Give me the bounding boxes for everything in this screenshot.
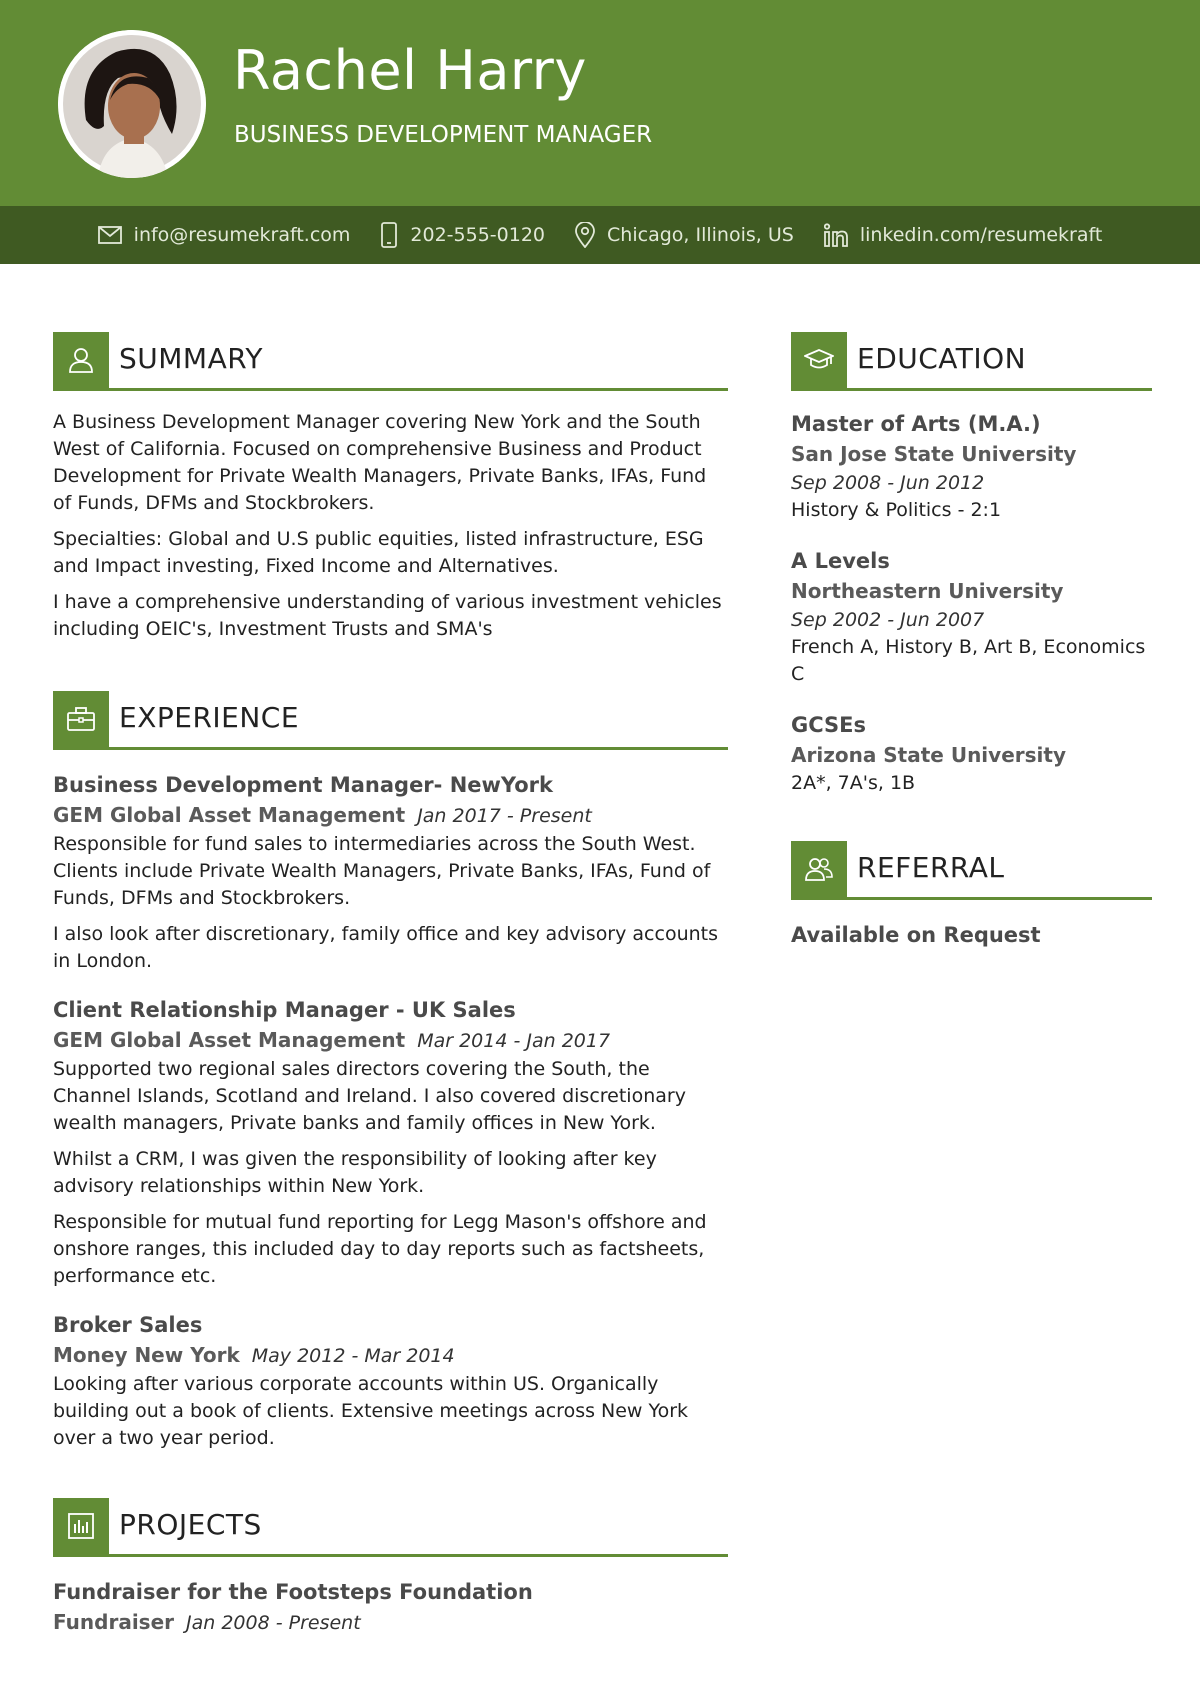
job-description: Responsible for mutual fund reporting for Legg Mason's offshore and onshore ranges, this included day to day reports such as factsheets, performance etc.: [53, 1211, 707, 1287]
experience-item: [53, 1310, 728, 1452]
education-list: [791, 409, 1152, 797]
education-detail: History & Politics - 2:1: [791, 499, 1002, 521]
job-company: Money New York: [53, 1343, 240, 1367]
education-section: [791, 332, 1152, 797]
contact-phone-text: 202-555-0120: [410, 224, 546, 246]
summary-section: [53, 332, 728, 643]
education-item: [791, 546, 1152, 688]
education-school: San Jose State University: [791, 442, 1077, 466]
experience-heading: EXPERIENCE: [119, 701, 300, 734]
education-detail: 2A*, 7A's, 1B: [791, 772, 916, 794]
referral-section: [791, 841, 1152, 950]
education-degree: A Levels: [791, 549, 890, 573]
phone-icon: [380, 222, 398, 248]
experience-section: [53, 691, 728, 1452]
users-icon: [791, 841, 847, 897]
contact-phone[interactable]: [380, 222, 545, 248]
summary-body: [53, 409, 728, 643]
job-title: Business Development Manager- NewYork: [53, 773, 553, 797]
job-company-line: [53, 800, 728, 831]
projects-heading: PROJECTS: [119, 1508, 262, 1541]
contact-email[interactable]: [98, 224, 351, 246]
job-dates: May 2012 - Mar 2014: [251, 1345, 455, 1367]
job-description: Whilst a CRM, I was given the responsibility of looking after key advisory relationships within New York.: [53, 1148, 657, 1197]
job-dates: Mar 2014 - Jan 2017: [417, 1030, 611, 1052]
left-column: [53, 332, 728, 1638]
experience-item: [53, 995, 728, 1290]
graduation-cap-icon: [791, 332, 847, 388]
envelope-icon: [98, 226, 122, 244]
summary-paragraph: I have a comprehensive understanding of various investment vehicles including OEIC's, Investment Trusts and SMA's: [53, 591, 722, 640]
job-title: Broker Sales: [53, 1313, 203, 1337]
job-dates: Jan 2017 - Present: [417, 805, 592, 827]
profile-photo: [58, 30, 206, 178]
summary-heading: SUMMARY: [119, 342, 264, 375]
education-degree: GCSEs: [791, 713, 867, 737]
contact-linkedin-text: linkedin.com/resumekraft: [859, 224, 1103, 246]
job-company-line: [53, 1025, 728, 1056]
user-icon: [53, 332, 109, 388]
education-degree: Master of Arts (M.A.): [791, 412, 1041, 436]
job-company: GEM Global Asset Management: [53, 1028, 406, 1052]
summary-paragraph: A Business Development Manager covering New York and the South West of California. Focused on comprehensive Business and Product Development for Private Wealth Managers, Private Banks, IFAs, Fund of Funds, DFMs and Stockbrokers.: [53, 411, 707, 514]
summary-paragraph: Specialties: Global and U.S public equities, listed infrastructure, ESG and Impact investing, Fixed Income and Alternatives.: [53, 528, 704, 577]
education-school: Arizona State University: [791, 743, 1066, 767]
experience-item: [53, 770, 728, 975]
project-title: Fundraiser for the Footsteps Foundation: [53, 1580, 533, 1604]
education-item: [791, 710, 1152, 797]
job-title: Client Relationship Manager - UK Sales: [53, 998, 516, 1022]
referral-heading: REFERRAL: [857, 851, 1005, 884]
job-company: GEM Global Asset Management: [53, 803, 406, 827]
referral-text: Available on Request: [791, 923, 1041, 947]
education-dates: Sep 2002 - Jun 2007: [791, 609, 985, 631]
linkedin-icon: [824, 223, 848, 247]
project-role-line: [53, 1607, 728, 1638]
header-banner: [0, 0, 1200, 206]
briefcase-icon: [53, 691, 109, 747]
education-dates: Sep 2008 - Jun 2012: [791, 472, 985, 494]
job-description: Supported two regional sales directors covering the South, the Channel Islands, Scotland and Ireland. I also covered discretionary wealth managers, Private banks and family offices in New York.: [53, 1058, 686, 1134]
contact-email-text: info@resumekraft.com: [133, 224, 351, 246]
contact-location: [575, 222, 794, 248]
candidate-name: Rachel Harry: [233, 39, 587, 102]
location-pin-icon: [575, 222, 595, 248]
education-item: [791, 409, 1152, 524]
project-item: [53, 1577, 728, 1638]
education-detail: French A, History B, Art B, Economics C: [791, 636, 1146, 685]
projects-section: [53, 1498, 728, 1638]
education-heading: EDUCATION: [857, 342, 1027, 375]
contact-location-text: Chicago, Illinois, US: [607, 224, 794, 246]
candidate-title: BUSINESS DEVELOPMENT MANAGER: [234, 122, 653, 148]
project-role: Fundraiser: [53, 1610, 175, 1634]
job-company-line: [53, 1340, 728, 1371]
summary-header: [53, 332, 728, 391]
bar-chart-icon: [53, 1498, 109, 1554]
referral-header: [791, 841, 1152, 900]
right-column: [791, 332, 1152, 950]
contact-bar: [0, 206, 1200, 264]
experience-header: [53, 691, 728, 750]
education-school: Northeastern University: [791, 579, 1064, 603]
projects-header: [53, 1498, 728, 1557]
contact-linkedin[interactable]: [824, 223, 1103, 247]
job-description: Looking after various corporate accounts within US. Organically building out a book of clients. Extensive meetings across New York over a two year period.: [53, 1373, 689, 1449]
education-header: [791, 332, 1152, 391]
job-description: I also look after discretionary, family office and key advisory accounts in London.: [53, 923, 718, 972]
job-description: Responsible for fund sales to intermediaries across the South West. Clients include Private Wealth Managers, Private Banks, IFAs, Fund of Funds, DFMs and Stockbrokers.: [53, 833, 711, 909]
project-dates: Jan 2008 - Present: [186, 1612, 361, 1634]
